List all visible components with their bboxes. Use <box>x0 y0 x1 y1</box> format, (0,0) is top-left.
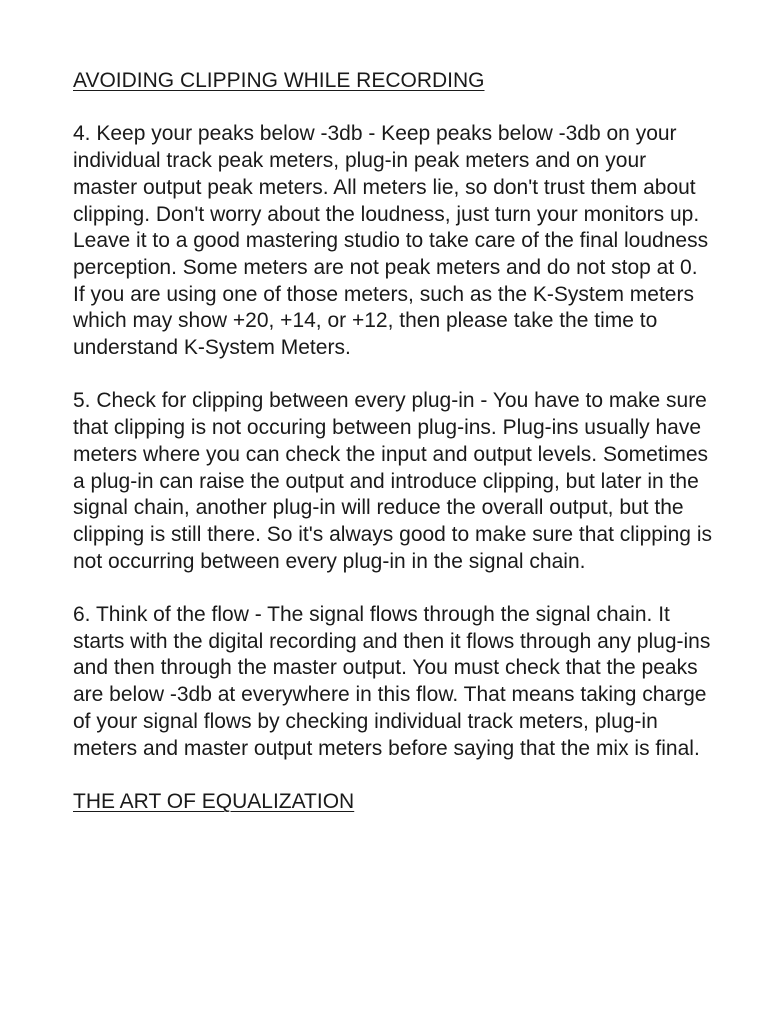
section-heading-equalization: THE ART OF EQUALIZATION <box>73 789 355 813</box>
spacer <box>73 762 713 789</box>
spacer <box>73 362 713 389</box>
document-page <box>73 68 713 816</box>
paragraph-think-flow: 6. Think of the flow - The signal flows through the signal chain. It starts with the digital recording and then it flows through any plug-ins and then through the master output. You must check that the peaks are below -3db at everywhere in this flow. That means taking charge of your signal flows by checking individual track meters, plug-in meters and master output meters before saying that the mix is final. <box>73 603 711 760</box>
spacer <box>73 575 713 602</box>
paragraph-keep-peaks: 4. Keep your peaks below -3db - Keep peaks below -3db on your individual track peak meters, plug-in peak meters and on your master output peak meters. All meters lie, so don't trust them about clipping. Don't worry about the loudness, just turn your monitors up. Leave it to a good mastering studio to take care of the final loudness perception. Some meters are not peak meters and do not stop at 0. If you are using one of those meters, such as the K-System meters which may show +20, +14, or +12, then please take the time to understand K-System Meters. <box>73 122 709 360</box>
spacer <box>73 95 713 122</box>
paragraph-check-clipping: 5. Check for clipping between every plug-in - You have to make sure that clipping is not occuring between plug-ins. Plug-ins usually have meters where you can check the input and output levels. Sometimes a plug-in can raise the output and introduce clipping, but later in the signal chain, another plug-in will reduce the overall output, but the clipping is still there. So it's always good to make sure that clipping is not occurring between every plug-in in the signal chain. <box>73 389 712 573</box>
section-heading-avoiding-clipping: AVOIDING CLIPPING WHILE RECORDING <box>73 69 485 92</box>
